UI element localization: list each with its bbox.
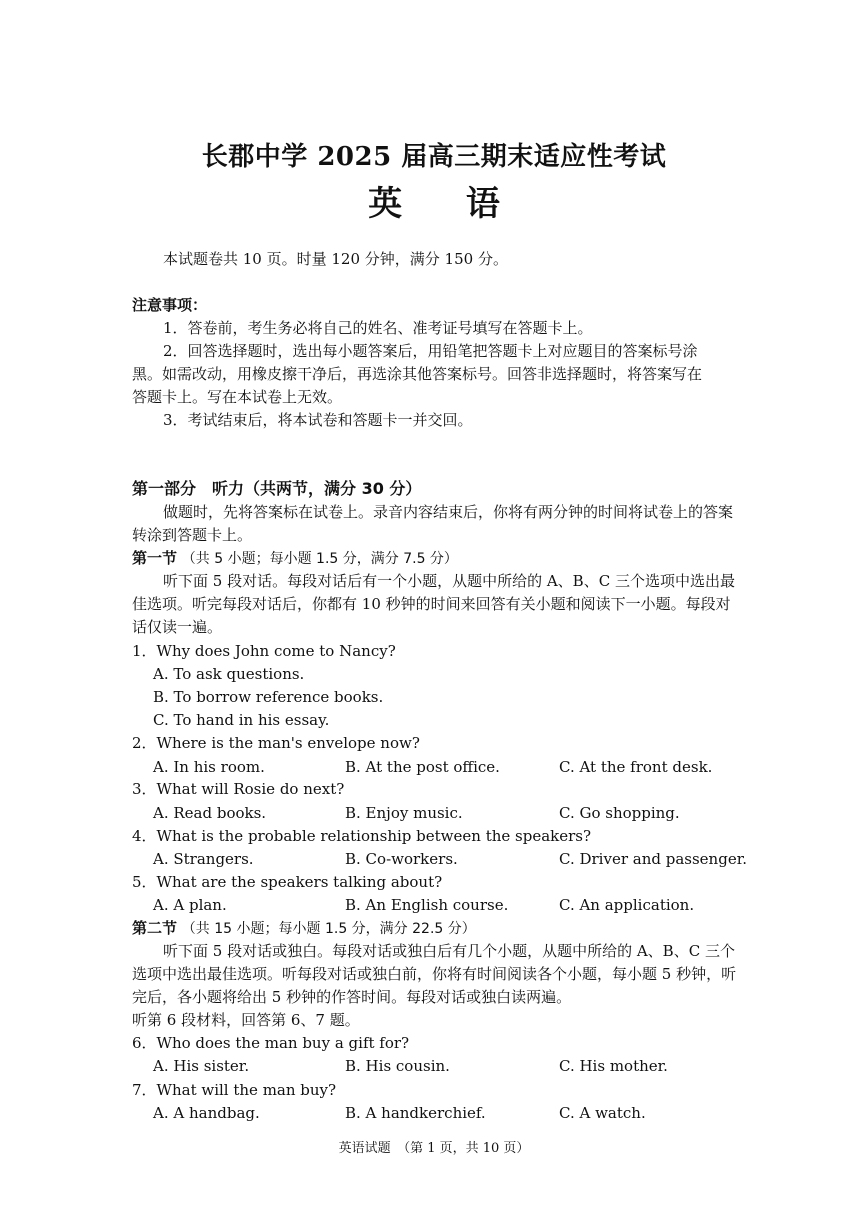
option-c: C. To hand in his essay.	[153, 711, 330, 729]
option-b: B. To borrow reference books.	[153, 688, 384, 706]
notice-item: 3．考试结束后，将本试卷和答题卡一并交回。	[163, 411, 473, 429]
option-a: A. Read books.	[153, 804, 267, 822]
section1-instruction: 佳选项。听完每段对话后，你都有 10 秒钟的时间来回答有关小题和阅读下一小题。每段对	[132, 595, 731, 613]
section2-instruction: 听下面 5 段对话或独白。每段对话或独白后有几个小题，从题中所给的 A、B、C 三个	[163, 942, 735, 960]
option-b: B. Enjoy music.	[345, 804, 463, 822]
notice-item: 黑。如需改动，用橡皮擦干净后，再选涂其他答案标号。回答非选择题时，将答案写在	[132, 365, 703, 383]
notice-heading: 注意事项：	[132, 296, 208, 314]
option-a: A. A plan.	[153, 896, 227, 914]
section2-instruction: 选项中选出最佳选项。听每段对话或独白前，你将有时间阅读各个小题，每小题 5 秒钟，听	[132, 965, 737, 983]
notice-item: 1．答卷前，考生务必将自己的姓名、准考证号填写在答题卡上。	[163, 319, 593, 337]
question-1: 1．Why does John come to Nancy?	[132, 642, 396, 660]
page-footer: 英语试题 （第 1 页，共 10 页）	[338, 1141, 530, 1156]
part1-instruction: 做题时，先将答案标在试卷上。录音内容结束后，你将有两分钟的时间将试卷上的答案	[163, 503, 734, 521]
question-2: 2．Where is the man's envelope now?	[132, 734, 420, 752]
option-c: C. An application.	[559, 896, 695, 914]
option-b: B. An English course.	[345, 896, 509, 914]
option-c: C. His mother.	[559, 1057, 668, 1075]
section2-instruction: 完后，各小题将给出 5 秒钟的作答时间。每段对话或独白读两遍。	[132, 988, 572, 1006]
intro-text: 本试题卷共 10 页。时量 120 分钟，满分 150 分。	[163, 250, 508, 268]
section1-instruction: 听下面 5 段对话。每段对话后有一个小题，从题中所给的 A、B、C 三个选项中选出最	[163, 572, 735, 590]
option-a: A. A handbag.	[153, 1104, 260, 1122]
question-4: 4．What is the probable relationship between the speakers?	[132, 827, 592, 845]
option-c: C. At the front desk.	[559, 758, 713, 776]
option-a: A. To ask questions.	[153, 665, 305, 683]
option-a: A. In his room.	[153, 758, 265, 776]
option-b: B. A handkerchief.	[345, 1104, 486, 1122]
question-5: 5．What are the speakers talking about?	[132, 873, 443, 891]
question-3: 3．What will Rosie do next?	[132, 780, 345, 798]
option-a: A. His sister.	[153, 1057, 250, 1075]
option-b: B. His cousin.	[345, 1057, 450, 1075]
section2-info: （共 15 小题；每小题 1.5 分，满分 22.5 分）	[181, 921, 476, 937]
section2-label: 第二节	[132, 919, 178, 937]
section1-heading	[132, 547, 742, 571]
question-7: 7．What will the man buy?	[132, 1081, 337, 1099]
part1-instruction: 转涂到答题卡上。	[132, 526, 253, 544]
exam-title: 长郡中学 2025 届高三期末适应性考试	[201, 142, 667, 172]
section1-label: 第一节	[132, 549, 178, 567]
section2-heading	[132, 917, 742, 941]
part1-heading: 第一部分 听力（共两节，满分 30 分）	[132, 479, 422, 498]
option-c: C. A watch.	[559, 1104, 646, 1122]
option-b: B. Co-workers.	[345, 850, 458, 868]
option-a: A. Strangers.	[153, 850, 254, 868]
option-c: C. Driver and passenger.	[559, 850, 747, 868]
section1-instruction: 话仅读一遍。	[132, 618, 223, 636]
section1-info: （共 5 小题；每小题 1.5 分，满分 7.5 分）	[181, 551, 458, 567]
option-c: C. Go shopping.	[559, 804, 680, 822]
question-6: 6．Who does the man buy a gift for?	[132, 1034, 410, 1052]
notice-item: 2．回答选择题时，选出每小题答案后，用铅笔把答题卡上对应题目的答案标号涂	[163, 342, 698, 360]
option-b: B. At the post office.	[345, 758, 500, 776]
notice-item: 答题卡上。写在本试卷上无效。	[132, 388, 343, 406]
material-note: 听第 6 段材料，回答第 6、7 题。	[132, 1011, 360, 1029]
subject-title: 英 语	[368, 184, 526, 224]
